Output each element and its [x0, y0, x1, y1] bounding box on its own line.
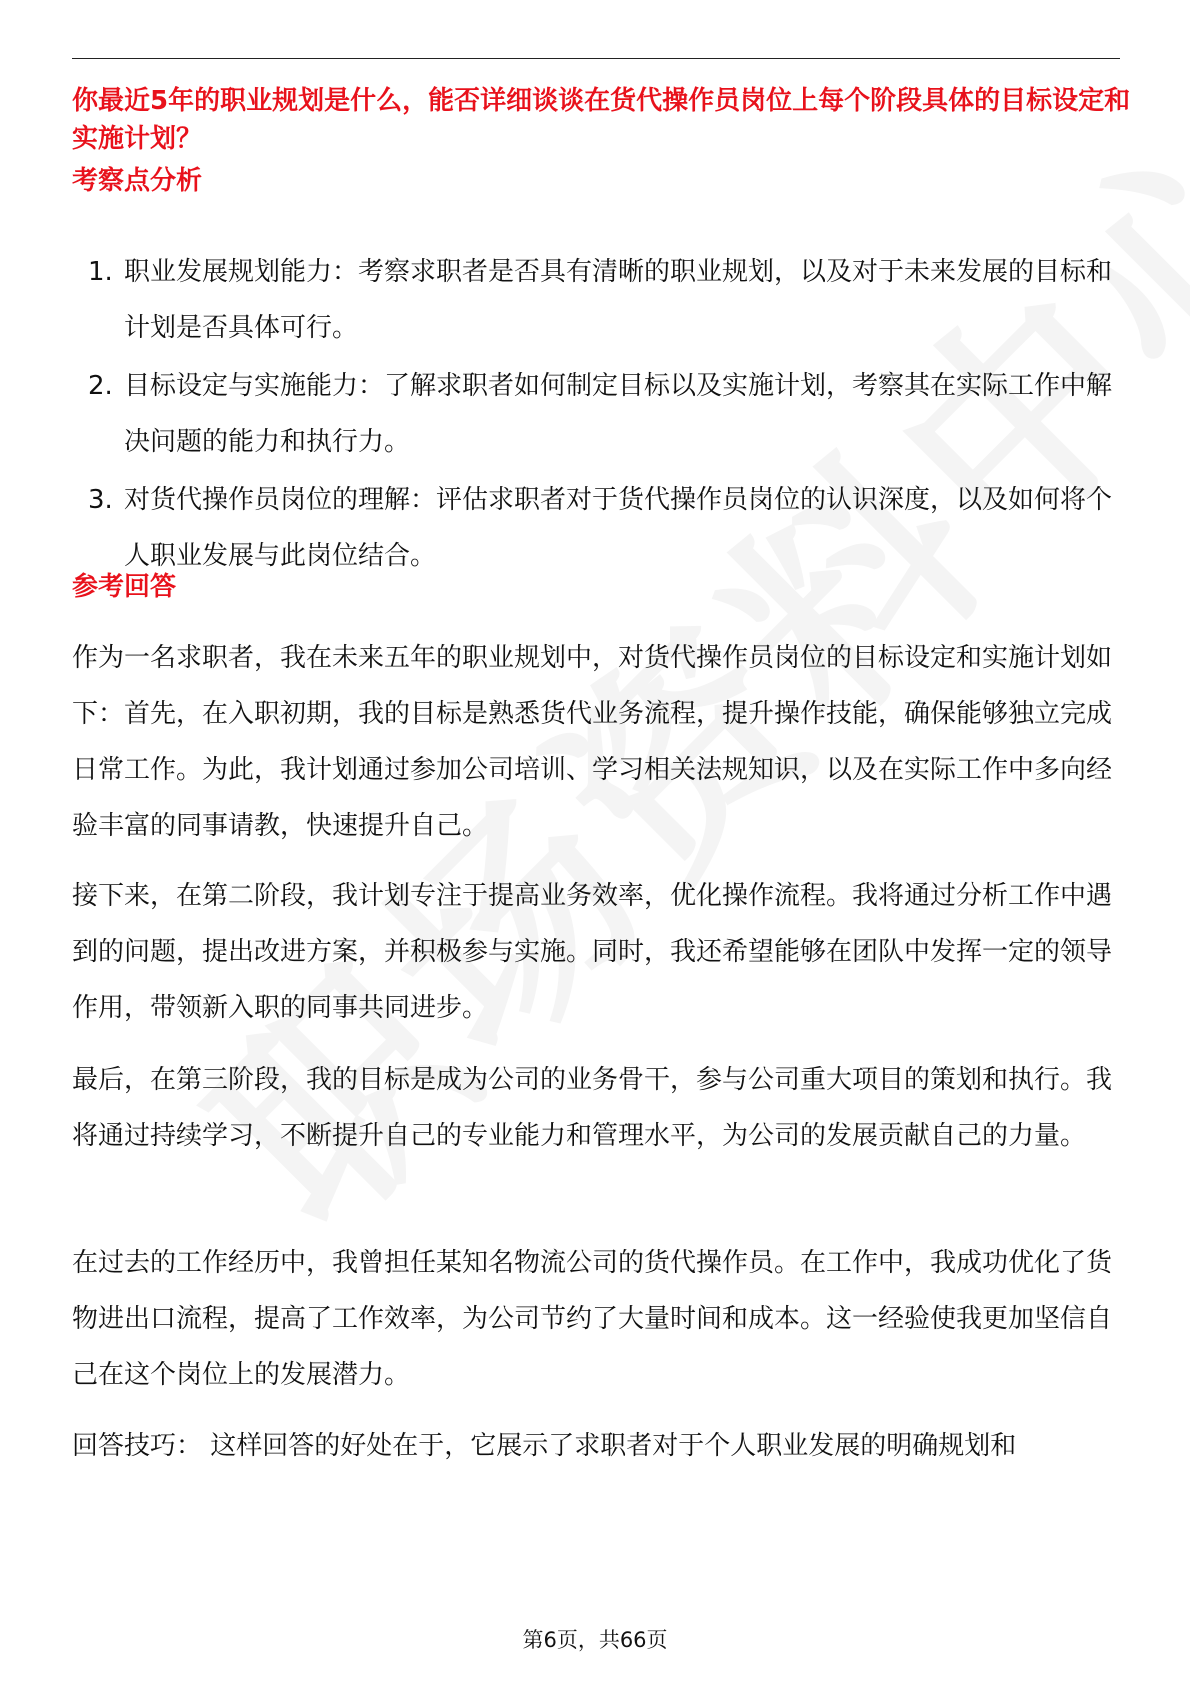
list-item — [72, 244, 1132, 356]
answer-heading: 参考回答 — [72, 572, 177, 602]
answer-tip-paragraph: 回答技巧： 这样回答的好处在于，它展示了求职者对于个人职业发展的明确规划和 — [72, 1431, 1017, 1461]
answer-paragraph: 作为一名求职者，我在未来五年的职业规划中，对货代操作员岗位的目标设定和实施计划如下：首先，在入职初期，我的目标是熟悉货代业务流程，提升操作技能，确保能够独立完成日常工作。为此，我计划通过参加公司培训、学习相关法规知识，以及在实际工作中多向经验丰富的同事请教，快速提升自己。 — [72, 643, 1113, 841]
list-number: 3. — [88, 485, 113, 515]
answer-paragraph: 接下来，在第二阶段，我计划专注于提高业务效率，优化操作流程。我将通过分析工作中遇到的问题，提出改进方案，并积极参与实施。同时，我还希望能够在团队中发挥一定的领导作用，带领新入职的同事共同进步。 — [72, 881, 1113, 1023]
page-footer: 第6页，共66页 — [522, 1628, 668, 1652]
list-item-text: 目标设定与实施能力：了解求职者如何制定目标以及实施计划，考察其在实际工作中解决问题的能力和执行力。 — [124, 371, 1113, 457]
list-number: 2. — [88, 371, 113, 401]
list-number: 1. — [88, 257, 113, 287]
answer-paragraph: 在过去的工作经历中，我曾担任某知名物流公司的货代操作员。在工作中，我成功优化了货物进出口流程，提高了工作效率，为公司节约了大量时间和成本。这一经验使我更加坚信自己在这个岗位上的发展潜力。 — [72, 1248, 1113, 1390]
list-item — [72, 472, 1132, 584]
list-item — [72, 358, 1132, 470]
analysis-heading: 考察点分析 — [72, 166, 203, 196]
analysis-list — [72, 244, 1132, 586]
list-item-text: 对货代操作员岗位的理解：评估求职者对于货代操作员岗位的认识深度，以及如何将个人职业发展与此岗位结合。 — [124, 485, 1113, 571]
question-title: 你最近5年的职业规划是什么，能否详细谈谈在货代操作员岗位上每个阶段具体的目标设定和实施计划？ — [72, 86, 1131, 154]
header-divider — [72, 58, 1120, 59]
list-item-text: 职业发展规划能力：考察求职者是否具有清晰的职业规划，以及对于未来发展的目标和计划是否具体可行。 — [124, 257, 1113, 343]
answer-paragraph: 最后，在第三阶段，我的目标是成为公司的业务骨干，参与公司重大项目的策划和执行。我将通过持续学习，不断提升自己的专业能力和管理水平，为公司的发展贡献自己的力量。 — [72, 1065, 1113, 1151]
